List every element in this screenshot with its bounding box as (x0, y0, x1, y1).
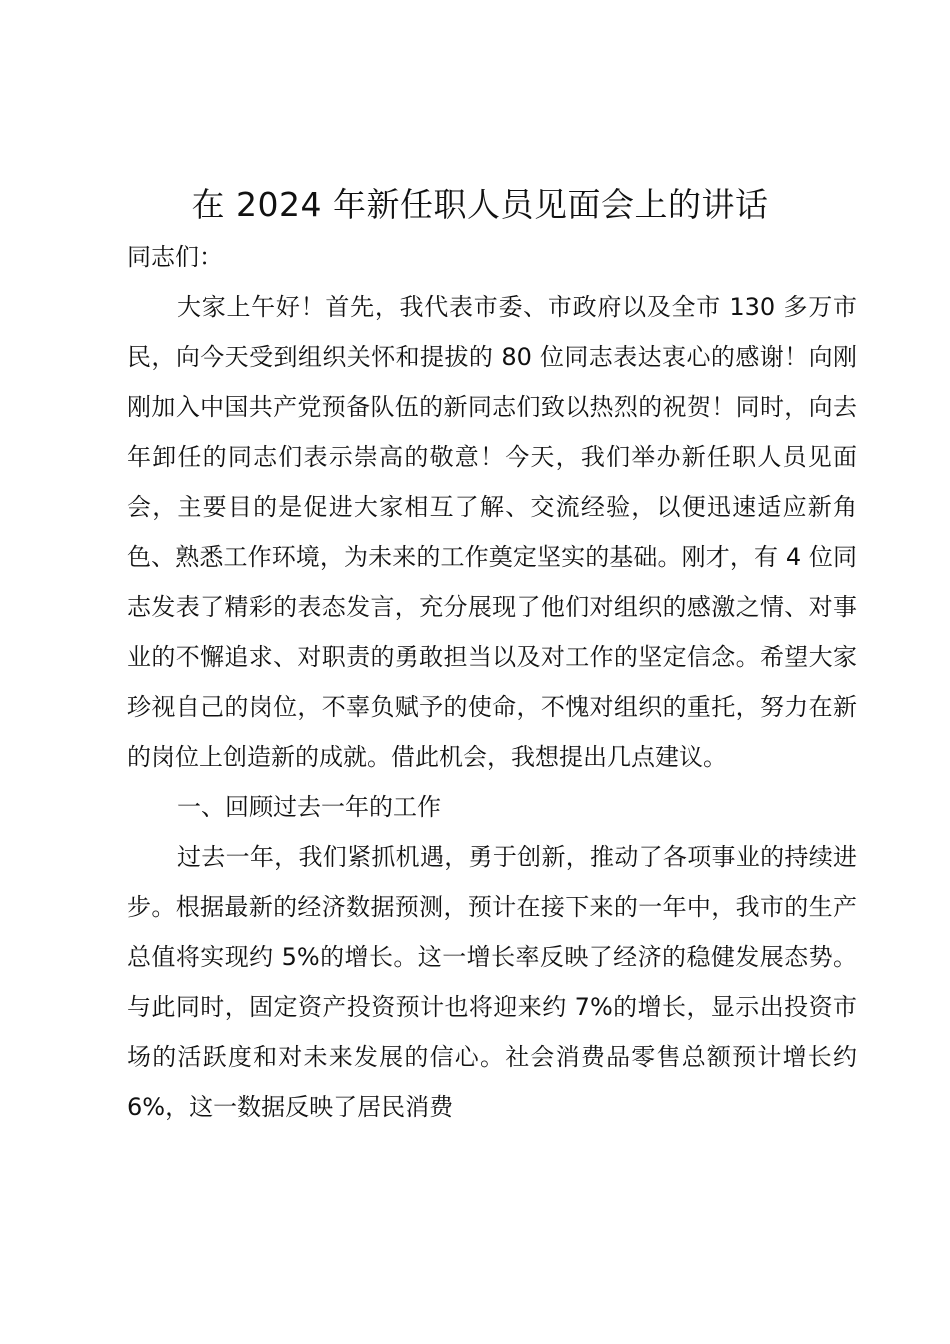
document-body (127, 282, 857, 1132)
salutation: 同志们： (127, 243, 223, 271)
body-paragraph: 过去一年，我们紧抓机遇，勇于创新，推动了各项事业的持续进步。根据最新的经济数据预测，预计在接下来的一年中，我市的生产总值将实现约 5%的增长。这一增长率反映了经济的稳健发展态势。与此同时，固定资产投资预计也将迎来约 7%的增长，显示出投资市场的活跃度和对未来发展的信心。社会消费品零售总额预计增长约 6%，这一数据反映了居民消费 (127, 843, 857, 1121)
document-title: 在 2024 年新任职人员见面会上的讲话 (191, 185, 769, 224)
section-heading: 一、回顾过去一年的工作 (177, 793, 441, 821)
body-paragraph: 大家上午好！首先，我代表市委、市政府以及全市 130 多万市民，向今天受到组织关怀和提拔的 80 位同志表达衷心的感谢！向刚刚加入中国共产党预备队伍的新同志们致以热烈的祝贺！同时，向去年卸任的同志们表示崇高的敬意！今天，我们举办新任职人员见面会，主要目的是促进大家相互了解、交流经验，以便迅速适应新角色、熟悉工作环境，为未来的工作奠定坚实的基础。刚才，有 4 位同志发表了精彩的表态发言，充分展现了他们对组织的感激之情、对事业的不懈追求、对职责的勇敢担当以及对工作的坚定信念。希望大家珍视自己的岗位，不辜负赋予的使命，不愧对组织的重托，努力在新的岗位上创造新的成就。借此机会，我想提出几点建议。 (127, 293, 857, 771)
